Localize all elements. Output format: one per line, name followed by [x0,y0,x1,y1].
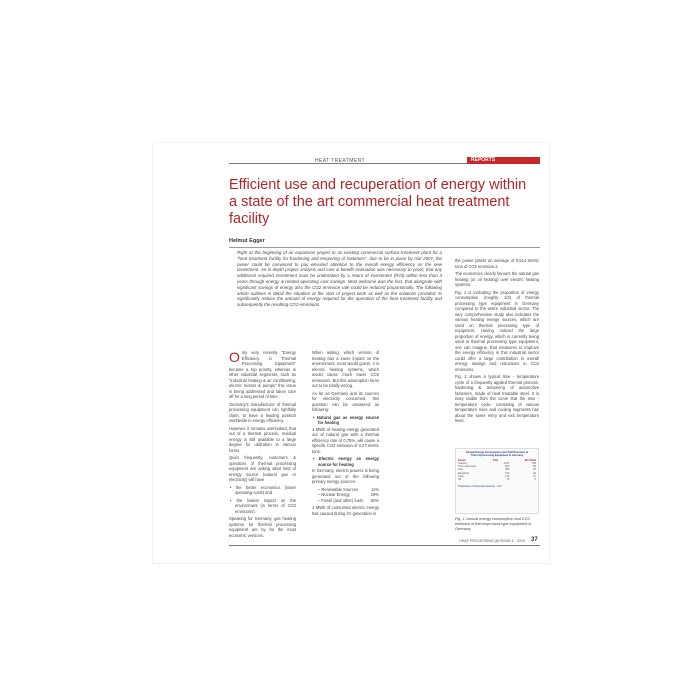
paragraph: Germany's manufacturer of thermal processing equipment can rightfully claim, to have a leading position worldwide in energy efficiency. [229,401,296,423]
figure-row: Thermoprocess 820 59 [458,465,536,469]
divider-top [229,247,540,248]
figure-note: Total share of thermoprocessing: ~1/3 [458,484,502,488]
figure-caption: Fig. 1: Annual energy consumption and CO2 emission of thermoprocess type equipment in Germany [455,517,532,531]
paragraph: Speaking for Germany, gas heating systems for thermal processing equipment are by far the most economic versions. [229,516,296,538]
paragraph: Quiet frequently, customers & operators of thermal processing equipment are asking what kind of energy source (natural gas or electricity) will have [229,455,296,482]
paragraph: The economics clearly favours the natural gas heating (or oil heating) over electric heating systems. [455,271,539,287]
paragraph: nly very recently "Energy Efficiency in Thermal Processing Equipment" became a top priority, whereas in other industrial segments, such as "industrial heating & air conditioning, electric motors & pumps" this issue is being addressed and taken care off for a long period of time. [229,350,296,399]
figure-1-table [455,448,539,514]
source-row: – Renewable Sources 11% [318,486,379,492]
article-abstract: Right at the beginning of an expansion project to an existing commercial surface treatment plant for a "heat treatment facility for hardening and tempering of fasteners", due to be in place by mid 2007, the owner could be convinced to pay elevated attention to the overall energy efficiency on the new investment. An in-depth project analysis and cost & benefit evaluation was necessary to proof, that any additional required investment must be undertaken by a return of investment (ROI) within less than 3 years through energy & related operating cost savings. Most welcome was the fact, that alongside with significant savings of energy also the CO2 emission rate could be reduced proportionally. The following article outlines in detail the situation at the start of project work as well as the solutions provided, to significantly reduce the amount of energy required for the operation of the heat treatment facility and subsequently the resulting CO2 emissions. [237,250,442,308]
drop-cap: O [229,349,240,365]
figure-row: Oil 75 5 [458,478,536,482]
figure-title: Annual Energy Consumption and CO2 Emission of Thermoprocessing Equipment in Germany [465,451,529,458]
figure-row: Coal 130 12 [458,475,536,479]
paragraph: However, it remains overlooked, that out of a thermal process, residual energy is still available to a large degree for utilization in various forms. [229,425,296,453]
figure-row: Gas 455 26 [458,468,536,472]
paragraph: In Germany, electric power1 is being generated out of the following primary energy sources: [312,468,379,484]
figure-row: Industry 2447 158 [458,461,536,465]
source-row: – Nuclear Energy 29% [318,492,379,497]
paragraph: As far as Germany and its sources for electricity concerned, this question can be answered as following: [312,390,379,412]
paragraph: Fig. 1 is indicating the proportion of energy consumption (roughly 1/3) of thermal processing type equipment in Germany compared to the entire industrial sector. The very comprehensive study also indicates the various heating energy sources, which are used on thermal processing type of equipment. Having noticed the large proportion of energy, which is currently being used in thermal processing type equipment, one can imagine, that measures to improve the energy efficiency in this industrial sector could offer a large contribution in overall energy savings and reductions in CO2 emissions. [455,289,539,372]
page-number: 37 [531,537,538,543]
bullet-item: • the lowest impact on the environment (in terms of CO2 emissions). [230,497,296,514]
body-column-2 [312,350,379,518]
figure-header-row: Sector PJ/a Mt CO2/a [458,458,536,462]
magazine-page [153,143,549,563]
subheading: • Electric energy as energy source for heating [313,456,379,467]
body-column-3 [455,258,539,426]
section-label: HEAT TREATMENT [315,158,365,164]
subheading: • Natural gas as energy source for heating [313,414,379,425]
paragraph: When asking, which version of heating has a lower impact on the environment, most would guess, it is electric heating systems, which would cause much lower CO2 emissions. But this assumption turns out to be totally wrong. [312,350,379,388]
paragraph: Fig. 2 shows a typical time - temperature cycle of a frequently applied thermal process, hardening & tempering of automotive fasteners, made of heat treatable steel. It is easy visible from the curve that the time - temperature cycle, consisting of various temperature rises and cooling segments has about the same entry and exit temperature level. [455,374,539,423]
paragraph: the power plants an average of 0,514 metric tons of CO2 emission.2 [455,258,539,269]
article-author: Helmut Egger [229,238,265,244]
paragraph: 1 MWh of consumed electric energy has caused during it's generation in [312,505,379,516]
footer-rule [229,545,540,546]
source-row: – Fossil (and other) fuels 60% [318,497,379,503]
category-tab: REPORTS [467,157,540,164]
body-column-1 [229,350,296,540]
figure-row: Electricity 160 24 [458,471,536,475]
paragraph: 1 MWh of heating energy generated out of natural gas with a thermal efficiency rate of 0,75%, will cause a specific CO2 emission of 0,27 metric tons. [312,426,379,454]
article-title: Efficient use and recuperation of energy within a state of the art commercial heat treatment facility [229,177,527,227]
footer-text: HEAT PROCESSING (8) ISSUE 1 · 2010 [459,539,525,543]
bullet-item: • the better economics (lower operating costs) and [230,484,296,495]
